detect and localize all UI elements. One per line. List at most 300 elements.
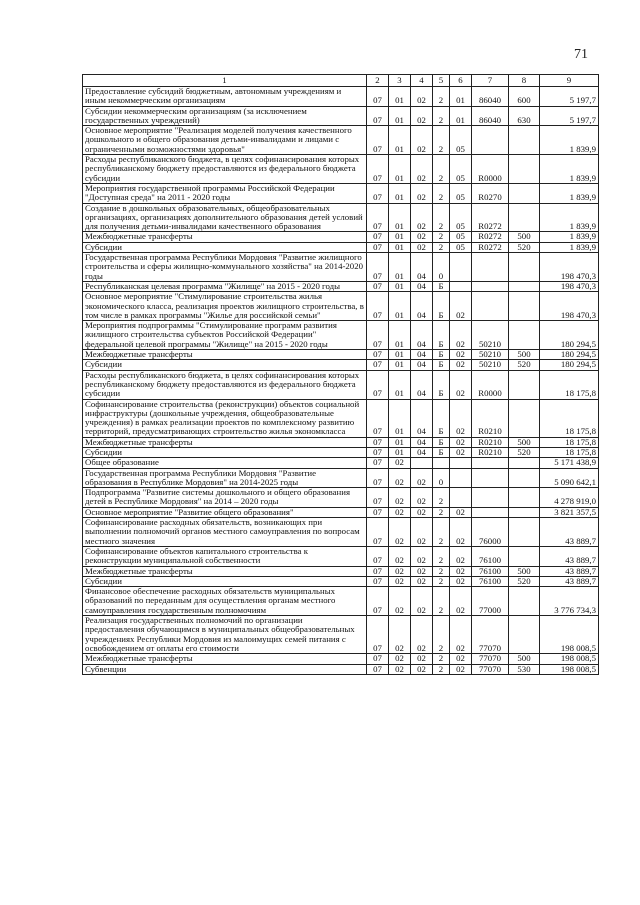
row-code-cell: 01 xyxy=(389,370,411,399)
table-row xyxy=(83,518,599,547)
row-code-cell: 500 xyxy=(509,654,540,664)
row-code-cell: 500 xyxy=(509,566,540,576)
row-code-cell: 02 xyxy=(389,576,411,586)
row-code-cell: 07 xyxy=(367,370,389,399)
row-name-cell: Субсидии некоммерческим организациям (за исключением государственных учреждений) xyxy=(83,106,367,126)
row-code-cell: 520 xyxy=(509,360,540,370)
row-code-cell: 04 xyxy=(411,399,433,437)
row-code-cell: 0 xyxy=(433,253,450,282)
row-code-cell: R0210 xyxy=(472,437,509,447)
row-amount-cell: 5 090 642,1 xyxy=(540,468,599,488)
table-row xyxy=(83,87,599,107)
table-row xyxy=(83,232,599,242)
row-name-cell: Предоставление субсидий бюджетным, автономным учреждениям и иным некоммерческим организациям xyxy=(83,87,367,107)
table-row xyxy=(83,468,599,488)
row-code-cell: 02 xyxy=(450,350,472,360)
row-code-cell: 02 xyxy=(450,437,472,447)
row-code-cell: Б xyxy=(433,370,450,399)
row-code-cell: 2 xyxy=(433,576,450,586)
row-name-cell: Государственная программа Республики Мордовия "Развитие образования в Республике Мордовия" на 2014-2025 годы xyxy=(83,468,367,488)
row-code-cell: 76100 xyxy=(472,546,509,566)
row-code-cell: 02 xyxy=(411,546,433,566)
row-code-cell: 02 xyxy=(411,468,433,488)
row-code-cell: Б xyxy=(433,321,450,350)
row-code-cell xyxy=(450,253,472,282)
row-code-cell: 02 xyxy=(411,183,433,203)
row-code-cell xyxy=(411,458,433,468)
row-code-cell: 0 xyxy=(433,468,450,488)
row-code-cell: Б xyxy=(433,292,450,321)
row-code-cell xyxy=(472,126,509,155)
row-code-cell: 07 xyxy=(367,458,389,468)
row-name-cell: Финансовое обеспечение расходных обязательств муниципальных образований по переданным для осуществления органам местного самоуправления государственным полномочиям xyxy=(83,587,367,616)
row-code-cell: 07 xyxy=(367,437,389,447)
row-code-cell: 02 xyxy=(411,232,433,242)
row-name-cell: Основное мероприятие "Реализация моделей получения качественного дошкольного и общего образования детьми-инвалидами и лицами с ограниченными возможностями здоровья" xyxy=(83,126,367,155)
row-amount-cell: 1 839,9 xyxy=(540,155,599,184)
row-code-cell: 04 xyxy=(411,253,433,282)
column-header-8: 8 xyxy=(509,75,540,87)
row-code-cell: 2 xyxy=(433,507,450,517)
table-header xyxy=(83,75,599,87)
row-code-cell: 2 xyxy=(433,616,450,654)
table-row xyxy=(83,281,599,291)
row-amount-cell: 198 008,5 xyxy=(540,654,599,664)
row-code-cell: 05 xyxy=(450,242,472,252)
row-code-cell: 2 xyxy=(433,664,450,674)
row-code-cell: 02 xyxy=(450,399,472,437)
column-header-7: 7 xyxy=(472,75,509,87)
row-code-cell xyxy=(509,399,540,437)
row-code-cell xyxy=(509,183,540,203)
row-code-cell: 01 xyxy=(389,253,411,282)
row-amount-cell: 1 839,9 xyxy=(540,183,599,203)
row-code-cell: 07 xyxy=(367,399,389,437)
row-amount-cell: 198 470,3 xyxy=(540,253,599,282)
column-header-6: 6 xyxy=(450,75,472,87)
table-row xyxy=(83,292,599,321)
row-code-cell: 05 xyxy=(450,155,472,184)
row-name-cell: Межбюджетные трансферты xyxy=(83,232,367,242)
row-amount-cell: 4 278 919,0 xyxy=(540,488,599,508)
row-amount-cell: 180 294,5 xyxy=(540,350,599,360)
row-code-cell xyxy=(450,281,472,291)
row-name-cell: Основное мероприятие "Развитие общего образования" xyxy=(83,507,367,517)
row-code-cell: 07 xyxy=(367,518,389,547)
row-code-cell: 01 xyxy=(389,242,411,252)
row-code-cell xyxy=(472,488,509,508)
table-row xyxy=(83,155,599,184)
row-code-cell: 02 xyxy=(389,546,411,566)
row-amount-cell: 198 470,3 xyxy=(540,281,599,291)
row-code-cell: 2 xyxy=(433,87,450,107)
table-row xyxy=(83,546,599,566)
row-code-cell: 07 xyxy=(367,292,389,321)
row-code-cell xyxy=(450,458,472,468)
row-name-cell: Мероприятия подпрограммы "Стимулирование программ развития жилищного строительства субъектов Российской Федерации" федеральной целевой программы "Жилище" на 2015 - 2020 годы xyxy=(83,321,367,350)
table-row xyxy=(83,253,599,282)
row-code-cell: 02 xyxy=(450,447,472,457)
row-code-cell: 02 xyxy=(450,321,472,350)
row-code-cell xyxy=(472,253,509,282)
table-row xyxy=(83,350,599,360)
table-body xyxy=(83,87,599,675)
row-name-cell: Расходы республиканского бюджета, в целях софинансирования которых республиканскому бюджету предоставляются из федерального бюджета субсидии xyxy=(83,370,367,399)
row-code-cell xyxy=(509,370,540,399)
row-code-cell: 2 xyxy=(433,566,450,576)
row-code-cell: 02 xyxy=(411,587,433,616)
row-code-cell: 07 xyxy=(367,106,389,126)
row-code-cell: 77070 xyxy=(472,664,509,674)
row-name-cell: Межбюджетные трансферты xyxy=(83,654,367,664)
row-code-cell xyxy=(472,507,509,517)
row-code-cell: 02 xyxy=(411,576,433,586)
row-code-cell: 02 xyxy=(411,566,433,576)
row-code-cell: 01 xyxy=(389,350,411,360)
row-code-cell: 02 xyxy=(389,587,411,616)
row-code-cell xyxy=(509,253,540,282)
row-code-cell: 04 xyxy=(411,370,433,399)
table-row xyxy=(83,654,599,664)
row-code-cell: 02 xyxy=(411,126,433,155)
row-code-cell: 02 xyxy=(450,616,472,654)
table-row xyxy=(83,488,599,508)
row-code-cell: 04 xyxy=(411,292,433,321)
row-code-cell: 07 xyxy=(367,587,389,616)
row-name-cell: Субсидии xyxy=(83,242,367,252)
row-code-cell: 02 xyxy=(411,106,433,126)
row-code-cell: 02 xyxy=(411,87,433,107)
row-code-cell: 01 xyxy=(450,87,472,107)
row-code-cell xyxy=(509,488,540,508)
column-header-5: 5 xyxy=(433,75,450,87)
table-row xyxy=(83,664,599,674)
row-amount-cell: 18 175,8 xyxy=(540,437,599,447)
row-code-cell: 520 xyxy=(509,242,540,252)
row-code-cell: 01 xyxy=(389,155,411,184)
row-code-cell: 07 xyxy=(367,616,389,654)
column-header-3: 3 xyxy=(389,75,411,87)
row-code-cell: 07 xyxy=(367,360,389,370)
row-code-cell: 02 xyxy=(389,566,411,576)
row-code-cell: 02 xyxy=(450,566,472,576)
row-code-cell: 01 xyxy=(450,106,472,126)
table-row xyxy=(83,458,599,468)
row-code-cell: 02 xyxy=(411,507,433,517)
row-code-cell: 04 xyxy=(411,447,433,457)
budget-table xyxy=(82,74,599,675)
row-code-cell: 2 xyxy=(433,155,450,184)
table-row xyxy=(83,183,599,203)
row-name-cell: Реализация государственных полномочий по организации предоставления обучающимся в муниципальных общеобразовательных учреждениях Республики Мордовия из малоимущих семей питания с освобождением от оплаты его стоимости xyxy=(83,616,367,654)
row-amount-cell: 198 008,5 xyxy=(540,616,599,654)
row-code-cell: 04 xyxy=(411,360,433,370)
row-code-cell xyxy=(472,458,509,468)
row-amount-cell: 5 171 438,9 xyxy=(540,458,599,468)
row-name-cell: Межбюджетные трансферты xyxy=(83,350,367,360)
row-code-cell xyxy=(509,321,540,350)
row-code-cell: 02 xyxy=(411,242,433,252)
row-amount-cell: 3 821 357,5 xyxy=(540,507,599,517)
row-code-cell xyxy=(472,281,509,291)
row-code-cell: 2 xyxy=(433,203,450,232)
row-code-cell: 04 xyxy=(411,350,433,360)
row-amount-cell: 180 294,5 xyxy=(540,321,599,350)
row-code-cell: 04 xyxy=(411,281,433,291)
row-code-cell: 02 xyxy=(411,654,433,664)
row-code-cell xyxy=(450,488,472,508)
row-code-cell: 02 xyxy=(450,587,472,616)
row-amount-cell: 5 197,7 xyxy=(540,87,599,107)
row-amount-cell: 198 470,3 xyxy=(540,292,599,321)
row-code-cell: 02 xyxy=(411,155,433,184)
row-code-cell: 07 xyxy=(367,242,389,252)
row-amount-cell: 18 175,8 xyxy=(540,399,599,437)
row-code-cell: 02 xyxy=(389,616,411,654)
row-code-cell: 77070 xyxy=(472,654,509,664)
row-code-cell: 500 xyxy=(509,437,540,447)
table-row xyxy=(83,106,599,126)
row-code-cell: 01 xyxy=(389,106,411,126)
row-amount-cell: 3 776 734,3 xyxy=(540,587,599,616)
row-code-cell: 2 xyxy=(433,488,450,508)
row-amount-cell: 180 294,5 xyxy=(540,360,599,370)
row-code-cell: Б xyxy=(433,360,450,370)
row-code-cell: 2 xyxy=(433,242,450,252)
row-code-cell xyxy=(509,546,540,566)
row-code-cell: 01 xyxy=(389,292,411,321)
row-code-cell: Б xyxy=(433,350,450,360)
row-code-cell xyxy=(509,203,540,232)
row-code-cell: 2 xyxy=(433,232,450,242)
row-code-cell: 76000 xyxy=(472,518,509,547)
column-header-1: 1 xyxy=(83,75,367,87)
row-code-cell: 76100 xyxy=(472,576,509,586)
row-code-cell: 07 xyxy=(367,321,389,350)
row-code-cell: 520 xyxy=(509,576,540,586)
row-code-cell: 02 xyxy=(450,360,472,370)
row-code-cell: 02 xyxy=(389,507,411,517)
row-code-cell: 50210 xyxy=(472,350,509,360)
row-amount-cell: 1 839,9 xyxy=(540,126,599,155)
table-row xyxy=(83,126,599,155)
row-code-cell: 01 xyxy=(389,437,411,447)
row-code-cell: 01 xyxy=(389,360,411,370)
row-name-cell: Софинансирование расходных обязательств, возникающих при выполнении полномочий органов местного самоуправления по вопросам местного значения xyxy=(83,518,367,547)
row-code-cell: 500 xyxy=(509,350,540,360)
row-code-cell: 520 xyxy=(509,447,540,457)
row-code-cell xyxy=(509,518,540,547)
row-code-cell: 07 xyxy=(367,87,389,107)
table-row xyxy=(83,507,599,517)
row-name-cell: Общее образование xyxy=(83,458,367,468)
row-code-cell: 02 xyxy=(389,468,411,488)
row-name-cell: Межбюджетные трансферты xyxy=(83,566,367,576)
row-code-cell: 76100 xyxy=(472,566,509,576)
row-name-cell: Мероприятия государственной программы Российской Федерации "Доступная среда" на 2011 - 2020 годы xyxy=(83,183,367,203)
row-code-cell: 07 xyxy=(367,232,389,242)
row-code-cell xyxy=(509,468,540,488)
column-header-4: 4 xyxy=(411,75,433,87)
row-name-cell: Государственная программа Республики Мордовия "Развитие жилищного строительства и сферы жилищно-коммунального хозяйства" на 2014-2020 годы xyxy=(83,253,367,282)
column-header-9: 9 xyxy=(540,75,599,87)
row-amount-cell: 43 889,7 xyxy=(540,518,599,547)
header-row xyxy=(83,75,599,87)
row-code-cell: 04 xyxy=(411,437,433,447)
row-name-cell: Республиканская целевая программа "Жилище" на 2015 - 2020 годы xyxy=(83,281,367,291)
row-code-cell xyxy=(509,507,540,517)
table-row xyxy=(83,321,599,350)
table-row xyxy=(83,566,599,576)
row-code-cell: 07 xyxy=(367,468,389,488)
row-code-cell: 02 xyxy=(450,518,472,547)
row-name-cell: Субсидии xyxy=(83,576,367,586)
row-amount-cell: 18 175,8 xyxy=(540,447,599,457)
row-code-cell: 86040 xyxy=(472,106,509,126)
row-code-cell xyxy=(509,616,540,654)
row-code-cell: 07 xyxy=(367,183,389,203)
row-code-cell: 600 xyxy=(509,87,540,107)
row-code-cell: 01 xyxy=(389,399,411,437)
row-amount-cell: 18 175,8 xyxy=(540,370,599,399)
row-code-cell: 77070 xyxy=(472,616,509,654)
row-code-cell: 01 xyxy=(389,321,411,350)
row-code-cell: R0272 xyxy=(472,232,509,242)
row-code-cell xyxy=(472,468,509,488)
row-code-cell: 02 xyxy=(411,203,433,232)
row-code-cell: 01 xyxy=(389,281,411,291)
row-amount-cell: 198 008,5 xyxy=(540,664,599,674)
row-code-cell: 02 xyxy=(411,616,433,654)
row-code-cell: 02 xyxy=(389,458,411,468)
row-code-cell xyxy=(433,458,450,468)
row-code-cell: 2 xyxy=(433,183,450,203)
row-code-cell: 07 xyxy=(367,253,389,282)
row-code-cell xyxy=(509,126,540,155)
row-code-cell: R0000 xyxy=(472,155,509,184)
row-code-cell: Б xyxy=(433,281,450,291)
row-code-cell: 07 xyxy=(367,546,389,566)
row-code-cell: 630 xyxy=(509,106,540,126)
row-name-cell: Расходы республиканского бюджета, в целях софинансирования которых республиканскому бюджету предоставляются из федерального бюджета субсидии xyxy=(83,155,367,184)
row-code-cell: Б xyxy=(433,437,450,447)
row-code-cell: 07 xyxy=(367,576,389,586)
row-name-cell: Межбюджетные трансферты xyxy=(83,437,367,447)
row-name-cell: Основное мероприятие "Стимулирование строительства жилья экономического класса, реализация проектов жилищного строительства, в том числе в рамках программы "Жилье для российской семьи" xyxy=(83,292,367,321)
row-code-cell: 02 xyxy=(450,370,472,399)
row-name-cell: Софинансирование объектов капитального строительства к реконструкции муниципальной собственности xyxy=(83,546,367,566)
row-code-cell: 02 xyxy=(450,507,472,517)
row-code-cell: 04 xyxy=(411,321,433,350)
row-name-cell: Подпрограмма "Развитие системы дошкольного и общего образования детей в Республике Мордовия" на 2014 – 2020 годы xyxy=(83,488,367,508)
row-code-cell xyxy=(509,155,540,184)
row-code-cell: 2 xyxy=(433,654,450,664)
table-row xyxy=(83,370,599,399)
row-code-cell: 05 xyxy=(450,203,472,232)
row-amount-cell: 1 839,9 xyxy=(540,232,599,242)
row-code-cell: 2 xyxy=(433,546,450,566)
row-code-cell: 50210 xyxy=(472,321,509,350)
row-code-cell: 02 xyxy=(450,654,472,664)
row-name-cell: Создание в дошкольных образовательных, общеобразовательных организациях, организациях дополнительного образования детей условий для получения детьми-инвалидами качественного образования xyxy=(83,203,367,232)
row-code-cell: 02 xyxy=(411,664,433,674)
row-code-cell: 07 xyxy=(367,203,389,232)
table-row xyxy=(83,576,599,586)
row-code-cell: 07 xyxy=(367,507,389,517)
row-code-cell: 02 xyxy=(450,664,472,674)
row-code-cell: 02 xyxy=(411,518,433,547)
table-row xyxy=(83,399,599,437)
row-code-cell: R0210 xyxy=(472,447,509,457)
row-code-cell: Б xyxy=(433,399,450,437)
row-code-cell: 02 xyxy=(389,488,411,508)
row-code-cell: 01 xyxy=(389,232,411,242)
row-code-cell xyxy=(450,468,472,488)
column-header-2: 2 xyxy=(367,75,389,87)
row-code-cell: 2 xyxy=(433,126,450,155)
row-code-cell: 77000 xyxy=(472,587,509,616)
row-code-cell: 01 xyxy=(389,126,411,155)
row-code-cell: 05 xyxy=(450,232,472,242)
row-code-cell: 01 xyxy=(389,203,411,232)
row-code-cell: 05 xyxy=(450,183,472,203)
row-code-cell: R0000 xyxy=(472,370,509,399)
row-code-cell: 2 xyxy=(433,106,450,126)
row-code-cell: 07 xyxy=(367,488,389,508)
row-code-cell: 07 xyxy=(367,126,389,155)
row-amount-cell: 1 839,9 xyxy=(540,242,599,252)
row-code-cell: R0272 xyxy=(472,242,509,252)
row-code-cell: 02 xyxy=(389,664,411,674)
row-amount-cell: 1 839,9 xyxy=(540,203,599,232)
row-code-cell: 02 xyxy=(411,488,433,508)
row-code-cell: 86040 xyxy=(472,87,509,107)
row-name-cell: Субсидии xyxy=(83,360,367,370)
row-code-cell: 50210 xyxy=(472,360,509,370)
row-code-cell xyxy=(472,292,509,321)
row-code-cell: 02 xyxy=(389,518,411,547)
row-code-cell: 07 xyxy=(367,155,389,184)
row-amount-cell: 43 889,7 xyxy=(540,566,599,576)
row-code-cell: 01 xyxy=(389,87,411,107)
row-code-cell xyxy=(509,587,540,616)
row-code-cell: 02 xyxy=(450,546,472,566)
row-amount-cell: 43 889,7 xyxy=(540,576,599,586)
row-code-cell: R0272 xyxy=(472,203,509,232)
row-code-cell: 07 xyxy=(367,566,389,576)
row-code-cell: R0210 xyxy=(472,399,509,437)
table-row xyxy=(83,242,599,252)
row-code-cell: 07 xyxy=(367,654,389,664)
row-code-cell: 530 xyxy=(509,664,540,674)
row-code-cell: 02 xyxy=(450,576,472,586)
row-code-cell: 2 xyxy=(433,587,450,616)
table-row xyxy=(83,616,599,654)
row-code-cell: 2 xyxy=(433,518,450,547)
row-code-cell: 07 xyxy=(367,664,389,674)
row-code-cell xyxy=(509,458,540,468)
table-row xyxy=(83,203,599,232)
row-code-cell xyxy=(509,292,540,321)
row-code-cell: Б xyxy=(433,447,450,457)
row-code-cell: 01 xyxy=(389,447,411,457)
row-code-cell: 05 xyxy=(450,126,472,155)
row-name-cell: Субвенции xyxy=(83,664,367,674)
row-name-cell: Субсидии xyxy=(83,447,367,457)
row-code-cell: 02 xyxy=(450,292,472,321)
table-row xyxy=(83,587,599,616)
row-code-cell: R0270 xyxy=(472,183,509,203)
